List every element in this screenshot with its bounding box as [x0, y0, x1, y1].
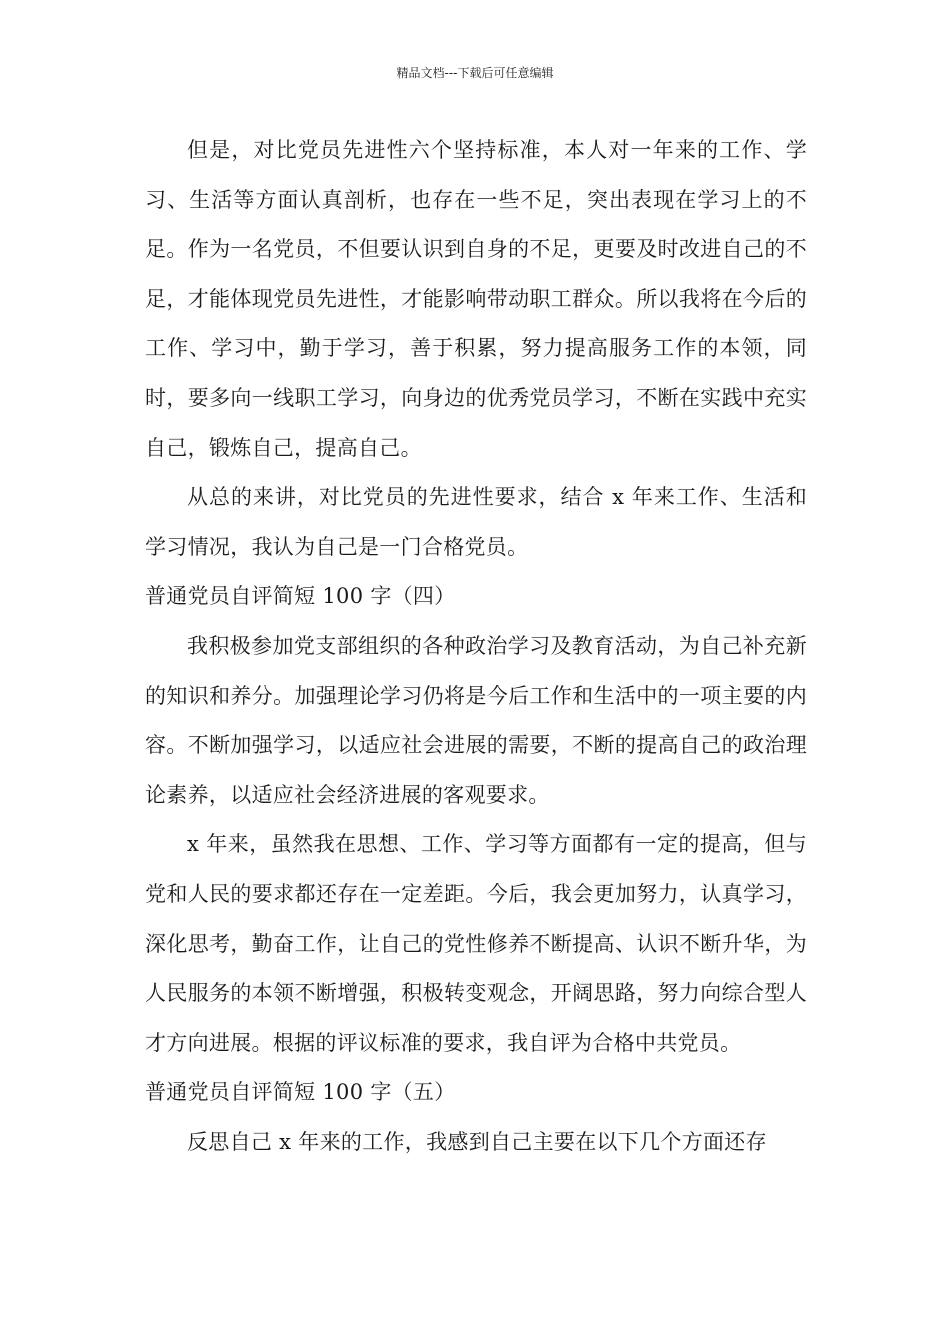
page-header-watermark: 精品文档---下载后可任意编辑	[396, 66, 554, 80]
document-body	[145, 126, 807, 1167]
paragraph-study: 我积极参加党支部组织的各种政治学习及教育活动，为自己补充新的知识和养分。加强理论学习仍将是今后工作和生活中的一项主要的内容。不断加强学习，以适应社会进展的需要，不断的提高自己的政治理论素养，以适应社会经济进展的客观要求。	[145, 633, 807, 807]
paragraph-progress: x 年来，虽然我在思想、工作、学习等方面都有一定的提高，但与党和人民的要求都还存在一定差距。今后，我会更加努力，认真学习，深化思考，勤奋工作，让自己的党性修养不断提高、认识不断升华，为人民服务的本领不断增强，积极转变观念，开阔思路，努力向综合型人才方向进展。根据的评议标准的要求，我自评为合格中共党员。	[145, 832, 807, 1055]
paragraph-conclusion: 从总的来讲，对比党员的先进性要求，结合 x 年来工作、生活和学习情况，我认为自己是一门合格党员。	[145, 485, 807, 559]
paragraph-reflection: 反思自己 x 年来的工作，我感到自己主要在以下几个方面还存	[187, 1129, 767, 1154]
paragraph-shortcomings: 但是，对比党员先进性六个坚持标准，本人对一年来的工作、学习、生活等方面认真剖析，也存在一些不足，突出表现在学习上的不足。作为一名党员，不但要认识到自身的不足，更要及时改进自己的不足，才能体现党员先进性，才能影响带动职工群众。所以我将在今后的工作、学习中，勤于学习，善于积累，努力提高服务工作的本领，同时，要多向一线职工学习，向身边的优秀党员学习，不断在实践中充实自己，锻炼自己，提高自己。	[145, 138, 807, 460]
section-heading-four: 普通党员自评简短 100 字（四）	[145, 584, 456, 609]
section-heading-five: 普通党员自评简短 100 字（五）	[145, 1080, 456, 1105]
